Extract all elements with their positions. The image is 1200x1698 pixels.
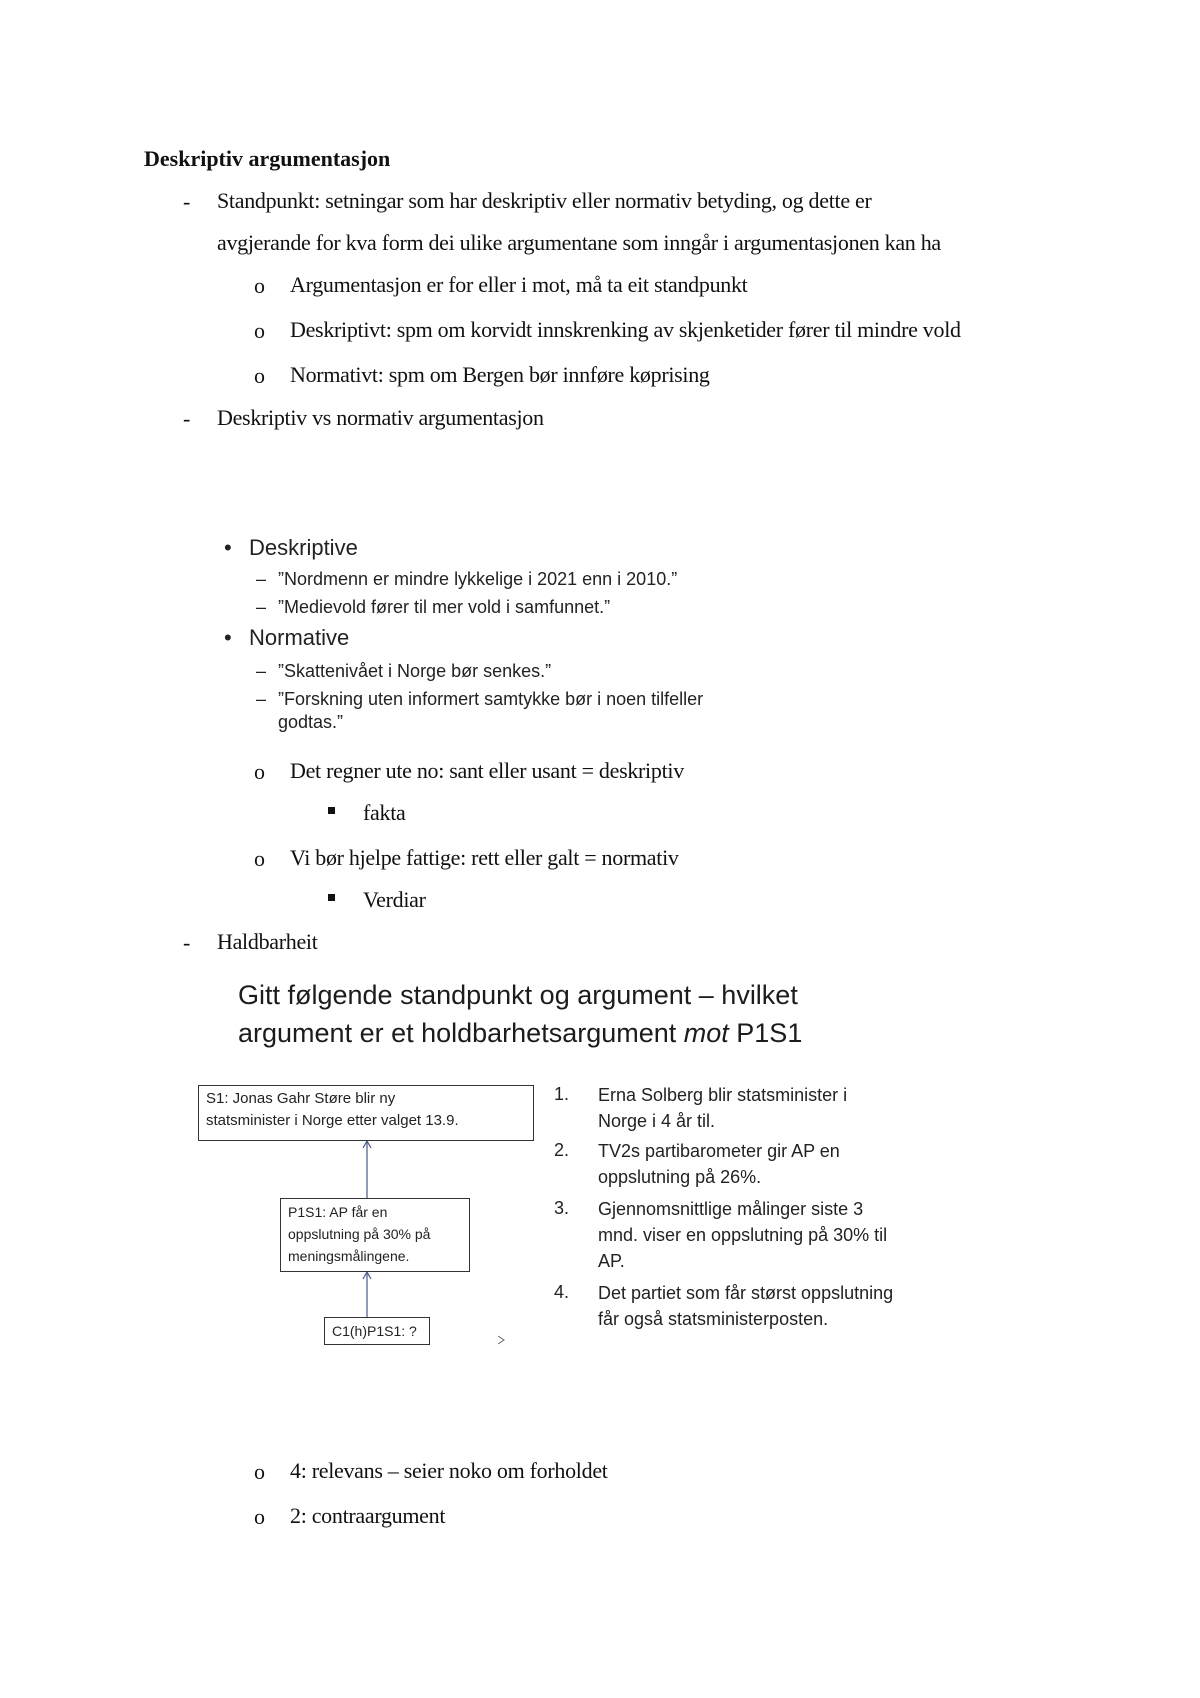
box-p1s1-line-3: meningsmålingene. xyxy=(288,1248,410,1264)
slide1-normative: Normative xyxy=(249,625,350,650)
circle-marker: o xyxy=(254,273,265,298)
dash-marker: - xyxy=(183,406,191,431)
slide1-bullet-marker: • xyxy=(224,535,232,560)
sub-item-argumentasjon: Argumentasjon er for eller i mot, må ta eit standpunkt xyxy=(290,272,748,297)
circle-marker: o xyxy=(254,318,265,343)
slide-image-deskriptive-normative xyxy=(212,525,772,735)
box-s1-line-1: S1: Jonas Gahr Støre blir ny xyxy=(206,1090,396,1107)
sub-item-hjelpe: Vi bør hjelpe fattige: rett eller galt = normativ xyxy=(290,845,679,870)
slide1-bullet-marker: • xyxy=(224,625,232,650)
circle-marker: o xyxy=(254,759,265,784)
slide2-title-line-2-pre: argument er et holdbarhetsargument xyxy=(238,1018,684,1048)
slide1-normative-example-2-line-1: ”Forskning uten informert samtykke bør i noen tilfeller xyxy=(278,689,704,709)
sub-sub-item-verdiar: Verdiar xyxy=(363,887,426,912)
dash-marker: - xyxy=(183,930,191,955)
slide1-normative-example-1: ”Skattenivået i Norge bør senkes.” xyxy=(278,661,552,681)
diagram-box-s1 xyxy=(198,1085,534,1141)
slide2-title-line-2-post: P1S1 xyxy=(728,1018,803,1048)
slide1-sub-marker: – xyxy=(256,689,267,709)
square-bullet-icon xyxy=(328,807,335,814)
box-c1-label: C1(h)P1S1: ? xyxy=(332,1323,417,1339)
option-text: Erna Solberg blir statsminister i Norge i 4 år til. xyxy=(598,1085,848,1131)
slide1-sub-marker: – xyxy=(256,597,267,617)
box-p1s1-line-2: oppslutning på 30% på xyxy=(288,1226,431,1242)
slide1-deskriptive-example-1: ”Nordmenn er mindre lykkelige i 2021 enn i 2010.” xyxy=(278,569,678,589)
slide1-sub-marker: – xyxy=(256,569,267,589)
standpunkt-line-1: Standpunkt: setningar som har deskriptiv eller normativ betyding, og dette er xyxy=(217,188,872,213)
circle-marker: o xyxy=(254,1504,265,1529)
circle-marker: o xyxy=(254,363,265,388)
circle-marker: o xyxy=(254,1459,265,1484)
slide1-normative-example-2-line-2: godtas.” xyxy=(278,712,344,732)
slide-image-holdbarhet xyxy=(190,970,910,1370)
sub-item-deskriptivt: Deskriptivt: spm om korvidt innskrenking av skjenketider fører til mindre vold xyxy=(290,317,961,342)
haldbarheit: Haldbarheit xyxy=(217,929,318,954)
square-bullet-icon xyxy=(328,894,335,901)
option-number: 3. xyxy=(554,1198,570,1218)
circle-marker: o xyxy=(254,846,265,871)
box-s1-line-2: statsminister i Norge etter valget 13.9. xyxy=(206,1112,459,1129)
box-p1s1-line-1: P1S1: AP får en xyxy=(288,1204,388,1220)
standpunkt-line-2: avgjerande for kva form dei ulike argumentane som inngår i argumentasjonen kan ha xyxy=(217,230,941,255)
sub-item-relevans: 4: relevans – seier noko om forholdet xyxy=(290,1458,608,1483)
slide2-title-line-1: Gitt følgende standpunkt og argument – hvilket xyxy=(238,980,798,1010)
sub-sub-item-fakta: fakta xyxy=(363,800,406,825)
page-heading: Deskriptiv argumentasjon xyxy=(144,146,391,171)
diagram-box-p1s1 xyxy=(280,1198,470,1272)
option-text: Gjennomsnittlige målinger siste 3 mnd. viser en oppslutning på 30% til AP. xyxy=(598,1199,888,1271)
diagram-box-c1 xyxy=(324,1317,430,1345)
slide1-sub-marker: – xyxy=(256,661,267,681)
slide2-title-emphasis: mot xyxy=(683,1018,729,1048)
option-text: TV2s partibarometer gir AP en oppslutning på 26%. xyxy=(598,1141,840,1187)
slide1-deskriptive: Deskriptive xyxy=(249,535,358,560)
option-number: 4. xyxy=(554,1282,570,1302)
sub-item-regner: Det regner ute no: sant eller usant = deskriptiv xyxy=(290,758,684,783)
sub-item-normativt: Normativt: spm om Bergen bør innføre køprising xyxy=(290,362,710,387)
option-text: Det partiet som får størst oppslutning får også statsministerposten. xyxy=(598,1283,894,1329)
slide1-deskriptive-example-2: ”Medievold fører til mer vold i samfunnet.” xyxy=(278,597,611,617)
deskriptiv-vs-normativ: Deskriptiv vs normativ argumentasjon xyxy=(217,405,544,430)
dash-marker: - xyxy=(183,189,191,214)
sub-item-contra: 2: contraargument xyxy=(290,1503,446,1528)
option-number: 1. xyxy=(554,1084,570,1104)
option-number: 2. xyxy=(554,1140,570,1160)
